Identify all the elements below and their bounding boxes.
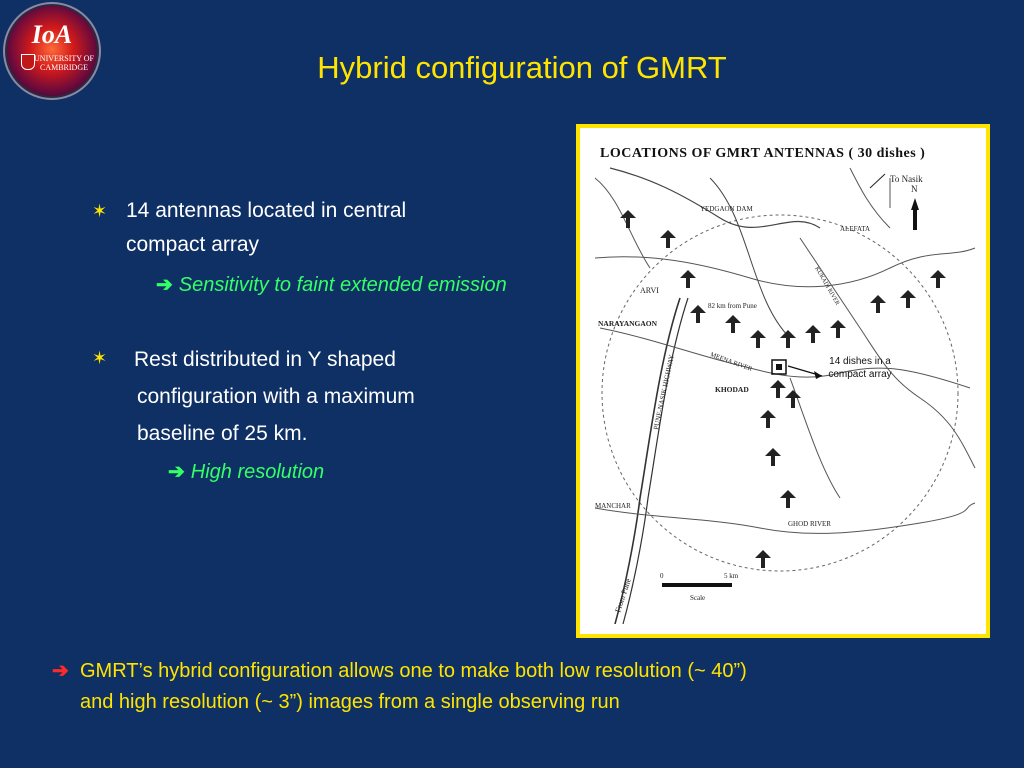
label-ghod: GHOD RIVER xyxy=(788,520,831,528)
star-bullet-icon: ✶ xyxy=(92,348,108,368)
result-sensitivity: ➔ Sensitivity to faint extended emission xyxy=(156,274,507,296)
result-high-resolution: ➔ High resolution xyxy=(168,461,325,483)
label-alefata: ALEFATA xyxy=(840,225,871,233)
bullet-y-shaped xyxy=(92,341,552,451)
label-khodad: KHODAD xyxy=(715,385,749,394)
scale-five: 5 km xyxy=(724,572,739,580)
label-meena: MEENA RIVER xyxy=(709,351,753,373)
compact-array-callout: 14 dishes in a compact array xyxy=(828,356,892,380)
right-arrow-icon: ➔ xyxy=(168,461,185,483)
label-narayangaon: NARAYANGAON xyxy=(598,319,658,328)
scale-zero: 0 xyxy=(660,572,664,580)
footer-line: GMRT’s hybrid configuration allows one to make both low resolution (~ 40”) xyxy=(80,660,747,682)
gmrt-map-drawing xyxy=(590,138,976,624)
footer-line: and high resolution (~ 3”) images from a single observing run xyxy=(80,691,620,713)
red-arrow-icon: ➔ xyxy=(52,660,69,682)
label-arvi: ARVI xyxy=(640,286,659,295)
map-title: LOCATIONS OF GMRT ANTENNAS ( 30 dishes ) xyxy=(600,146,926,161)
logo-university-text: UNIVERSITY OF CAMBRIDGE xyxy=(34,54,94,72)
label-distance: 82 km from Pune xyxy=(708,302,757,310)
bullet-line: baseline of 25 km. xyxy=(137,422,308,445)
antenna-markers xyxy=(620,210,946,568)
label-from-pune: From Pune xyxy=(613,577,633,614)
bullet-line: 14 antennas located in central xyxy=(126,199,407,222)
bullet-compact-array xyxy=(92,194,552,264)
bullet-line: Rest distributed in Y shaped xyxy=(134,348,396,371)
bullet-line: compact array xyxy=(126,233,260,256)
label-to-nasik: To Nasik xyxy=(890,174,923,184)
slide-title: Hybrid configuration of GMRT xyxy=(317,50,727,85)
label-kukadi: KUKADI RIVER xyxy=(813,266,841,307)
gmrt-map-figure xyxy=(576,124,990,638)
bullet-line: configuration with a maximum xyxy=(137,385,415,408)
label-yedgaon: YEDGAON DAM xyxy=(700,205,753,213)
logo-ioa-text: IoA xyxy=(31,20,73,49)
label-north: N xyxy=(911,184,918,194)
star-bullet-icon: ✶ xyxy=(92,201,108,221)
scale-caption: Scale xyxy=(690,594,706,602)
label-manchar: MANCHAR xyxy=(595,502,631,510)
right-arrow-icon: ➔ xyxy=(156,274,173,296)
label-highway: PUNE-NASIK HIGHWAY xyxy=(652,353,676,431)
